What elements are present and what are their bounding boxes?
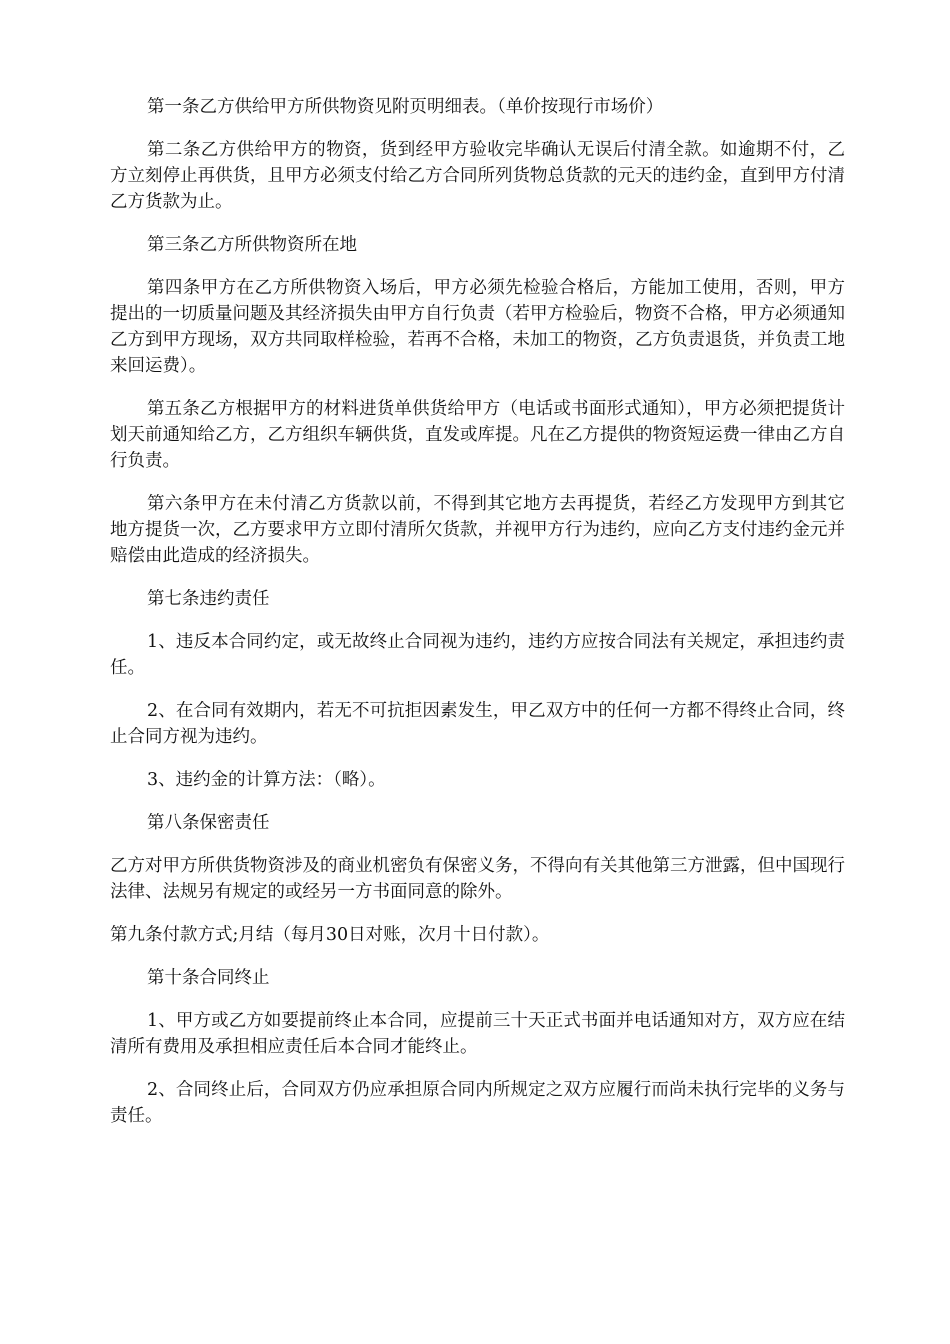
clause-5: 第五条乙方根据甲方的材料进货单供货给甲方（电话或书面形式通知），甲方必须把提货计划天前通知给乙方，乙方组织车辆供货，直发或库提。凡在乙方提供的物资短运费一律由乙方自行负责。 <box>110 399 845 471</box>
clause-9: 第九条付款方式;月结（每月30日对账，次月十日付款）。 <box>110 925 550 945</box>
clause-4: 第四条甲方在乙方所供物资入场后，甲方必须先检验合格后，方能加工使用，否则，甲方提出的一切质量问题及其经济损失由甲方自行负责（若甲方检验后，物资不合格，甲方必须通知乙方到甲方现场，双方共同取样检验，若再不合格，未加工的物资，乙方负责退货，并负责工地来回运费）。 <box>110 278 845 376</box>
clause-6: 第六条甲方在未付清乙方货款以前，不得到其它地方去再提货，若经乙方发现甲方到其它地方提货一次，乙方要求甲方立即付清所欠货款，并视甲方行为违约，应向乙方支付违约金元并赔偿由此造成的经济损失。 <box>110 494 845 566</box>
clause-7-heading: 第七条违约责任 <box>147 589 270 609</box>
clause-2: 第二条乙方供给甲方的物资，货到经甲方验收完毕确认无误后付清全款。如逾期不付，乙方立刻停止再供货，且甲方必须支付给乙方合同所列货物总货款的元天的违约金，直到甲方付清乙方货款为止。 <box>110 140 845 212</box>
clause-8-body: 乙方对甲方所供货物资涉及的商业机密负有保密义务，不得向有关其他第三方泄露，但中国现行法律、法规另有规定的或经另一方书面同意的除外。 <box>110 856 845 902</box>
clause-10-heading: 第十条合同终止 <box>147 968 270 988</box>
clause-7-item-2: 2、在合同有效期内，若无不可抗拒因素发生，甲乙双方中的任何一方都不得终止合同，终止合同方视为违约。 <box>110 701 845 747</box>
clause-7-item-1: 1、违反本合同约定，或无故终止合同视为违约，违约方应按合同法有关规定，承担违约责任。 <box>110 632 845 678</box>
clause-3: 第三条乙方所供物资所在地 <box>147 235 357 255</box>
clause-10-item-1: 1、甲方或乙方如要提前终止本合同，应提前三十天正式书面并电话通知对方，双方应在结清所有费用及承担相应责任后本合同才能终止。 <box>110 1011 845 1057</box>
clause-7-item-3: 3、违约金的计算方法：（略）。 <box>147 770 386 790</box>
document-body <box>110 94 845 1146</box>
clause-8-heading: 第八条保密责任 <box>147 813 270 833</box>
clause-10-item-2: 2、合同终止后，合同双方仍应承担原合同内所规定之双方应履行而尚未执行完毕的义务与责任。 <box>110 1080 845 1126</box>
clause-1: 第一条乙方供给甲方所供物资见附页明细表。（单价按现行市场价） <box>147 97 664 117</box>
